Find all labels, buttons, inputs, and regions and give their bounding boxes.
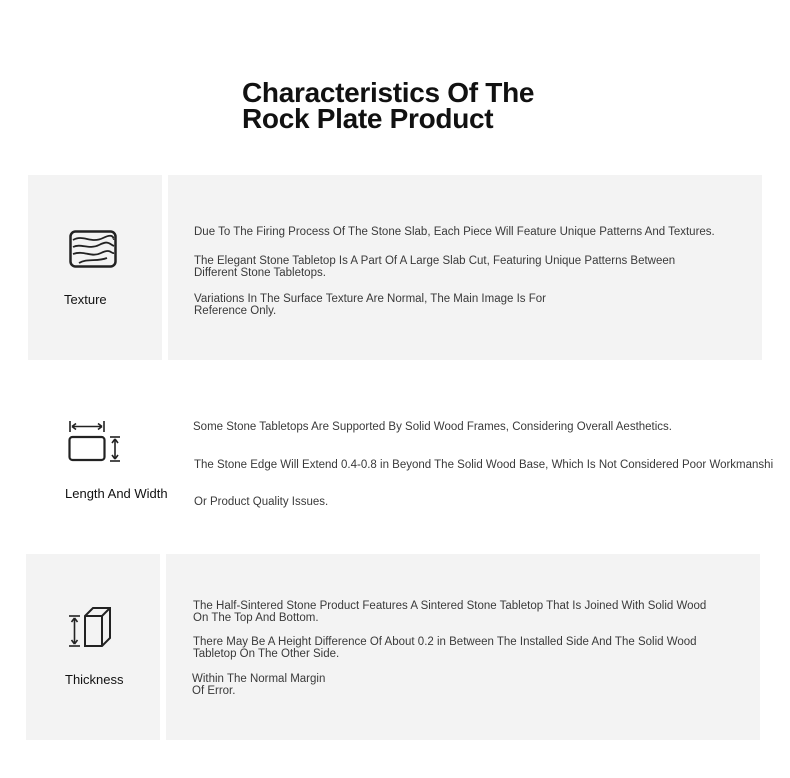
length-width-paragraph-1 <box>193 421 672 433</box>
length-width-paragraph-2-line-1: The Stone Edge Will Extend 0.4-0.8 in Beyond The Solid Wood Base, Which Is Not Considered Poor Workmanshi <box>194 459 774 471</box>
thickness-paragraph-3-line-1: Within The Normal Margin <box>192 673 326 685</box>
page-title-line-2: Rock Plate Product <box>242 103 494 134</box>
texture-paragraph-2-line-2: Different Stone Tabletops. <box>194 267 326 279</box>
thickness-paragraph-3 <box>192 673 325 697</box>
texture-label: Texture <box>64 292 107 307</box>
length-width-paragraph-2 <box>194 459 773 471</box>
texture-paragraph-3-line-2: Reference Only. <box>194 305 277 317</box>
thickness-box-icon <box>68 606 114 648</box>
thickness-paragraph-2 <box>193 636 697 660</box>
thickness-paragraph-3-line-2: Of Error. <box>192 685 236 697</box>
texture-paragraph-3 <box>194 293 546 317</box>
thickness-paragraph-2-line-1: There May Be A Height Difference Of About 0.2 in Between The Installed Side And The Solid Wood <box>193 636 697 648</box>
page-title-line-1: Characteristics Of The <box>242 77 535 108</box>
page-title <box>242 77 535 134</box>
thickness-paragraph-1-line-1: The Half-Sintered Stone Product Features A Sintered Stone Tabletop That Is Joined With Solid Wood <box>193 600 707 612</box>
texture-paragraph-2 <box>194 255 675 279</box>
length-width-paragraph-1-line-1: Some Stone Tabletops Are Supported By Solid Wood Frames, Considering Overall Aesthetics. <box>193 421 672 433</box>
texture-paragraph-1 <box>194 226 715 238</box>
thickness-paragraph-2-line-2: Tabletop On The Other Side. <box>193 648 340 660</box>
texture-paragraph-3-line-1: Variations In The Surface Texture Are Normal, The Main Image Is For <box>194 293 546 305</box>
texture-paragraph-2-line-1: The Elegant Stone Tabletop Is A Part Of A Large Slab Cut, Featuring Unique Patterns Between <box>194 255 676 267</box>
length-width-paragraph-3 <box>194 496 328 508</box>
texture-paragraph-1-line-1: Due To The Firing Process Of The Stone Slab, Each Piece Will Feature Unique Patterns And Textures. <box>194 226 715 238</box>
thickness-label: Thickness <box>65 672 124 687</box>
length-width-label: Length And Width <box>65 486 168 501</box>
thickness-paragraph-1 <box>193 600 706 624</box>
texture-slab-icon <box>69 230 117 268</box>
length-width-icon <box>68 420 126 464</box>
thickness-paragraph-1-line-2: On The Top And Bottom. <box>193 612 319 624</box>
length-width-paragraph-3-line-1: Or Product Quality Issues. <box>194 496 329 508</box>
